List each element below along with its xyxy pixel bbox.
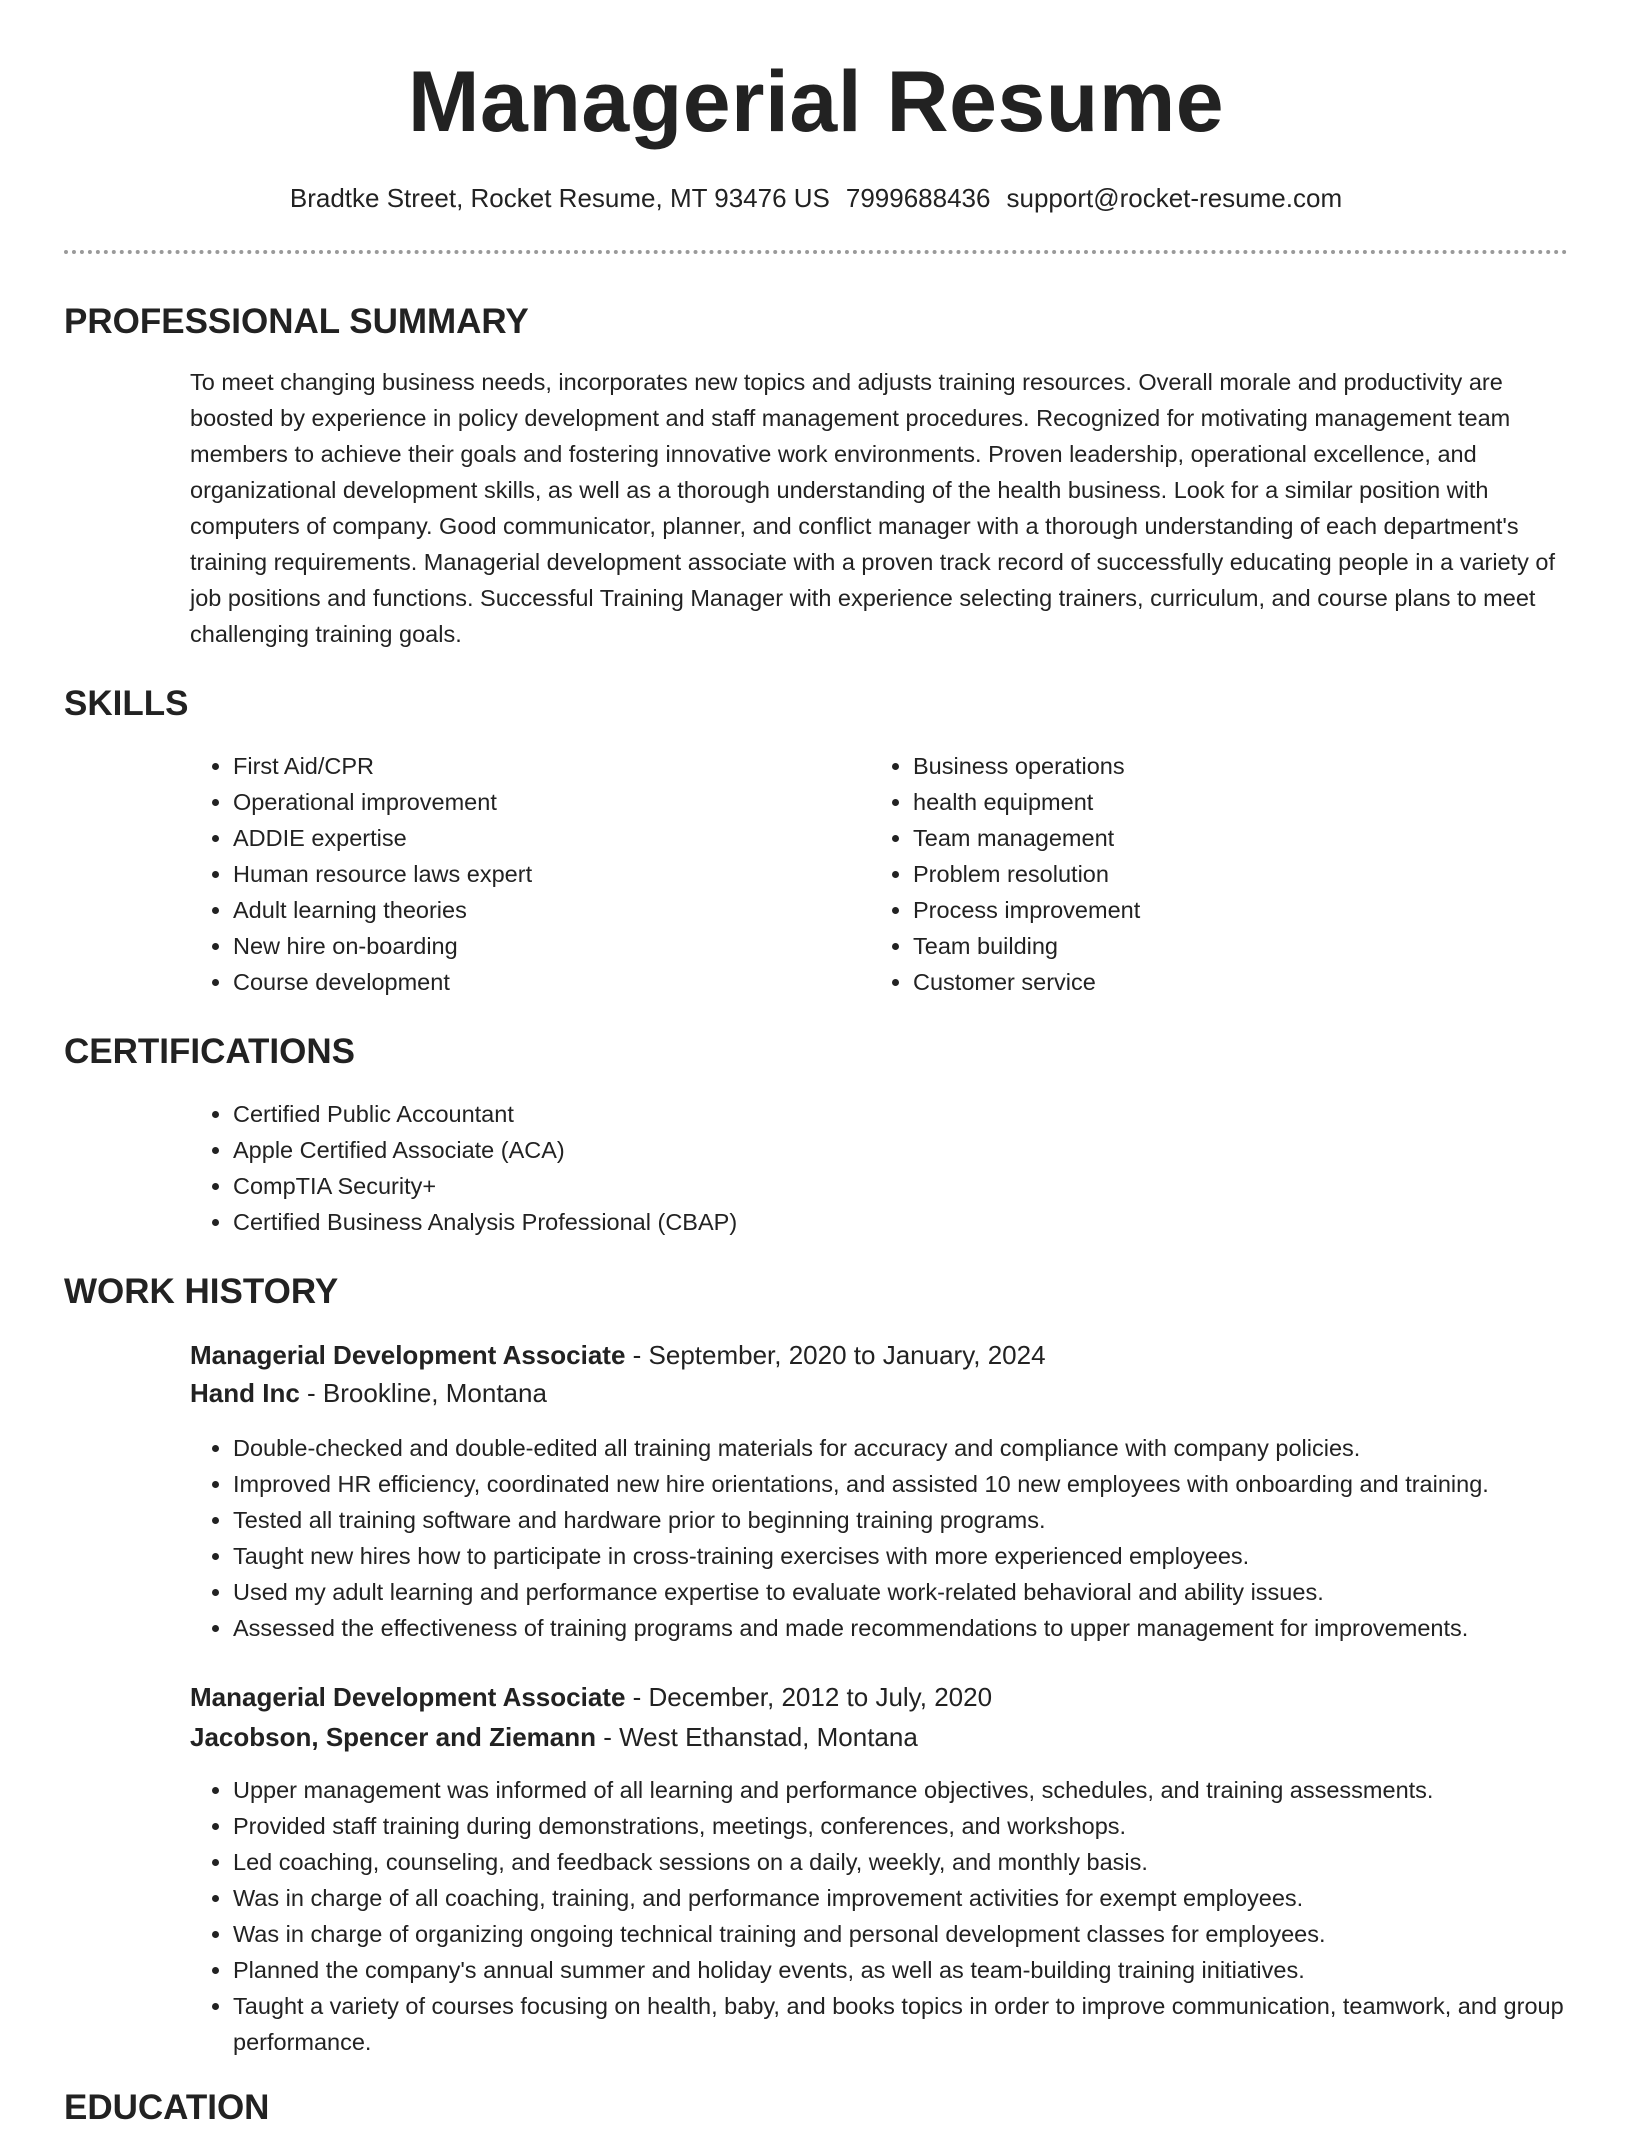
job-bullet: • Was in charge of organizing ongoing technical training and personal development classes for employees. (233, 1916, 1580, 1952)
certification-item: • CompTIA Security+ (233, 1168, 1190, 1204)
job-bullet: • Was in charge of all coaching, training, and performance improvement activities for exempt employees. (233, 1880, 1580, 1916)
job-bullets (190, 1772, 1580, 2060)
job-bullet: • Assessed the effectiveness of training programs and made recommendations to upper management for improvements. (233, 1610, 1580, 1646)
skill-item: • Customer service (913, 964, 1490, 1000)
summary-text: To meet changing business needs, incorporates new topics and adjusts training resources. Overall morale and productivity are boosted by experience in policy development and staff management procedures. Recognized for motivating management team members to achieve their goals and fostering innovative work environments. Proven leadership, operational excellence, and organizational development skills, as well as a thorough understanding of the health business. Look for a similar position with computers of company. Good communicator, planner, and conflict manager with a thorough understanding of each department's training requirements. Managerial development associate with a proven track record of successfully educating people in a variety of job positions and functions. Successful Training Manager with experience selecting trainers, curriculum, and course plans to meet challenging training goals. (190, 369, 1556, 647)
skill-item: • Course development (233, 964, 810, 1000)
job-company-line (190, 1375, 547, 1411)
section-title-certifications: CERTIFICATIONS (64, 1032, 356, 1071)
skill-item: • Adult learning theories (233, 892, 810, 928)
skill-item: • First Aid/CPR (233, 748, 810, 784)
job-bullet: • Improved HR efficiency, coordinated new hire orientations, and assisted 10 new employees with onboarding and training. (233, 1466, 1580, 1502)
certifications-list (190, 1096, 1190, 1240)
job-bullet: • Double-checked and double-edited all training materials for accuracy and compliance with company policies. (233, 1430, 1580, 1466)
job-bullet: • Taught new hires how to participate in cross-training exercises with more experienced employees. (233, 1538, 1580, 1574)
skills-column-left (190, 748, 810, 1000)
header-divider (64, 250, 1568, 254)
skill-item: • Human resource laws expert (233, 856, 810, 892)
section-title-skills: SKILLS (64, 684, 189, 723)
certification-item: • Certified Public Accountant (233, 1096, 1190, 1132)
job-bullets (190, 1430, 1580, 1646)
skill-item: • Business operations (913, 748, 1490, 784)
job-bullet: • Planned the company's annual summer and holiday events, as well as team-building training initiatives. (233, 1952, 1580, 1988)
job-bullet: • Taught a variety of courses focusing on health, baby, and books topics in order to improve communication, teamwork, and group performance. (233, 1988, 1580, 2060)
section-title-summary: PROFESSIONAL SUMMARY (64, 302, 529, 341)
certification-item: • Certified Business Analysis Professional (CBAP) (233, 1204, 1190, 1240)
skills-column-right (870, 748, 1490, 1000)
job-title-line (190, 1337, 1046, 1373)
job-bullet: • Tested all training software and hardware prior to beginning training programs. (233, 1502, 1580, 1538)
job-dates: - December, 2012 to July, 2020 (625, 1682, 993, 1712)
skill-item: • Team management (913, 820, 1490, 856)
job-bullet: • Used my adult learning and performance expertise to evaluate work-related behavioral and ability issues. (233, 1574, 1580, 1610)
job-bullet: • Upper management was informed of all learning and performance objectives, schedules, and training assessments. (233, 1772, 1580, 1808)
contact-address: Bradtke Street, Rocket Resume, MT 93476 US (289, 183, 830, 213)
job-dates: - September, 2020 to January, 2024 (625, 1340, 1046, 1370)
job-company-line (190, 1719, 918, 1755)
skill-item: • Team building (913, 928, 1490, 964)
section-title-work-history: WORK HISTORY (64, 1272, 339, 1311)
skill-item: • Problem resolution (913, 856, 1490, 892)
job-title: Managerial Development Associate (190, 1682, 626, 1712)
certification-item: • Apple Certified Associate (ACA) (233, 1132, 1190, 1168)
job-title: Managerial Development Associate (190, 1340, 626, 1370)
job-company: Jacobson, Spencer and Ziemann (190, 1722, 596, 1752)
job-company: Hand Inc (190, 1378, 300, 1408)
skill-item: • health equipment (913, 784, 1490, 820)
job-location: - West Ethanstad, Montana (596, 1722, 918, 1752)
contact-phone: 7999688436 (845, 183, 991, 213)
job-location: - Brookline, Montana (299, 1378, 547, 1408)
skill-item: • Process improvement (913, 892, 1490, 928)
contact-line (0, 180, 1632, 216)
job-bullet: • Provided staff training during demonstrations, meetings, conferences, and workshops. (233, 1808, 1580, 1844)
job-bullet: • Led coaching, counseling, and feedback sessions on a daily, weekly, and monthly basis. (233, 1844, 1580, 1880)
skill-item: • ADDIE expertise (233, 820, 810, 856)
section-title-education: EDUCATION (64, 2088, 270, 2127)
skill-item: • Operational improvement (233, 784, 810, 820)
job-title-line (190, 1679, 992, 1715)
resume-title: Managerial Resume (407, 54, 1225, 150)
contact-email: support@rocket-resume.com (1006, 183, 1343, 213)
skill-item: • New hire on-boarding (233, 928, 810, 964)
